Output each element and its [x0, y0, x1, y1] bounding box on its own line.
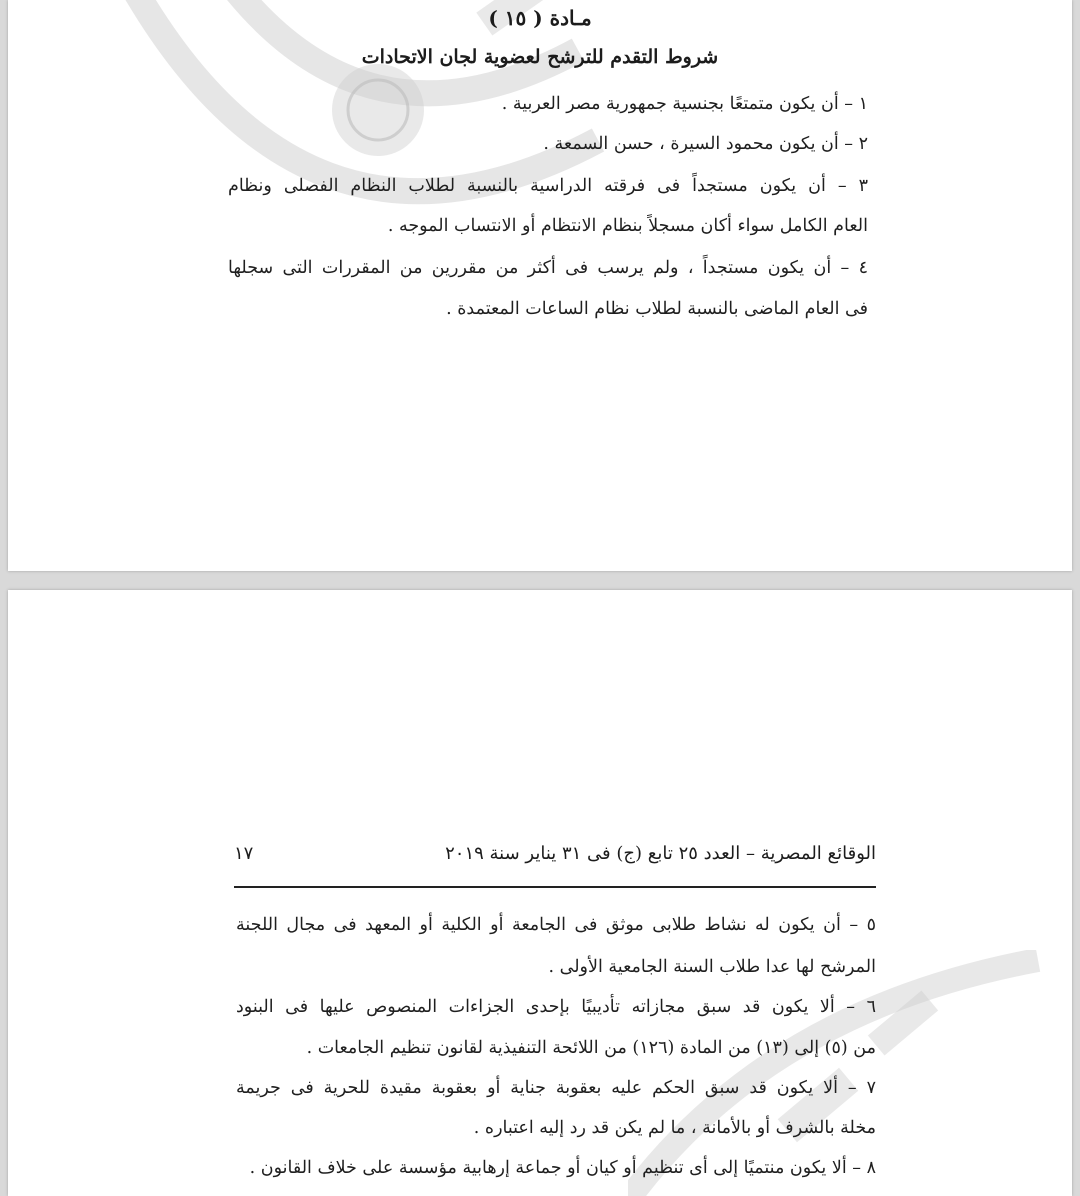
clause-line: العام الكامل سواء أكان مسجلاً بنظام الانتظام أو الانتساب الموجه . [387, 216, 868, 236]
clause-line: المرشح لها عدا طلاب السنة الجامعية الأولى . [548, 957, 876, 977]
clause-line: ٧ – ألا يكون قد سبق الحكم عليه بعقوبة جناية أو بعقوبة مقيدة للحرية فى جريمة [236, 1078, 876, 1098]
clause-line: ٢ – أن يكون محمود السيرة ، حسن السمعة . [543, 134, 868, 154]
clause-line: ٦ – ألا يكون قد سبق مجازاته تأديبيًا بإحدى الجزاءات المنصوص عليها فى البنود [236, 997, 876, 1017]
running-head-title: الوقائع المصرية – العدد ٢٥ تابع (ج) فى ٣١ يناير سنة ٢٠١٩ [445, 843, 876, 864]
page-number: ١٧ [234, 843, 254, 864]
clause-line: من (٥) إلى (١٣) من المادة (١٢٦) من اللائحة التنفيذية لقانون تنظيم الجامعات . [306, 1038, 876, 1058]
document-page-top [8, 0, 1072, 571]
running-head [234, 843, 876, 864]
clause-line: ٤ – أن يكون مستجداً ، ولم يرسب فى أكثر من مقررين من المقررات التى سجلها [228, 258, 868, 278]
section-title: شروط التقدم للترشح لعضوية لجان الاتحادات [361, 46, 719, 68]
clause-line: ١ – أن يكون متمتعًا بجنسية جمهورية مصر العربية . [501, 94, 868, 114]
article-title: مـادة ( ١٥ ) [488, 6, 592, 30]
clause-line: مخلة بالشرف أو بالأمانة ، ما لم يكن قد رد إليه اعتباره . [473, 1118, 876, 1138]
header-rule [234, 886, 876, 888]
clause-line: ٥ – أن يكون له نشاط طلابى موثق فى الجامعة أو الكلية أو المعهد فى مجال اللجنة [236, 915, 876, 935]
clause-line: ٨ – ألا يكون منتميًا إلى أى تنظيم أو كيان أو جماعة إرهابية مؤسسة على خلاف القانون . [249, 1158, 876, 1178]
clause-line: فى العام الماضى بالنسبة لطلاب نظام الساعات المعتمدة . [446, 299, 868, 319]
clause-line: ٣ – أن يكون مستجداً فى فرقته الدراسية بالنسبة لطلاب النظام الفصلى ونظام [228, 176, 868, 196]
document-page-bottom [8, 590, 1072, 1196]
